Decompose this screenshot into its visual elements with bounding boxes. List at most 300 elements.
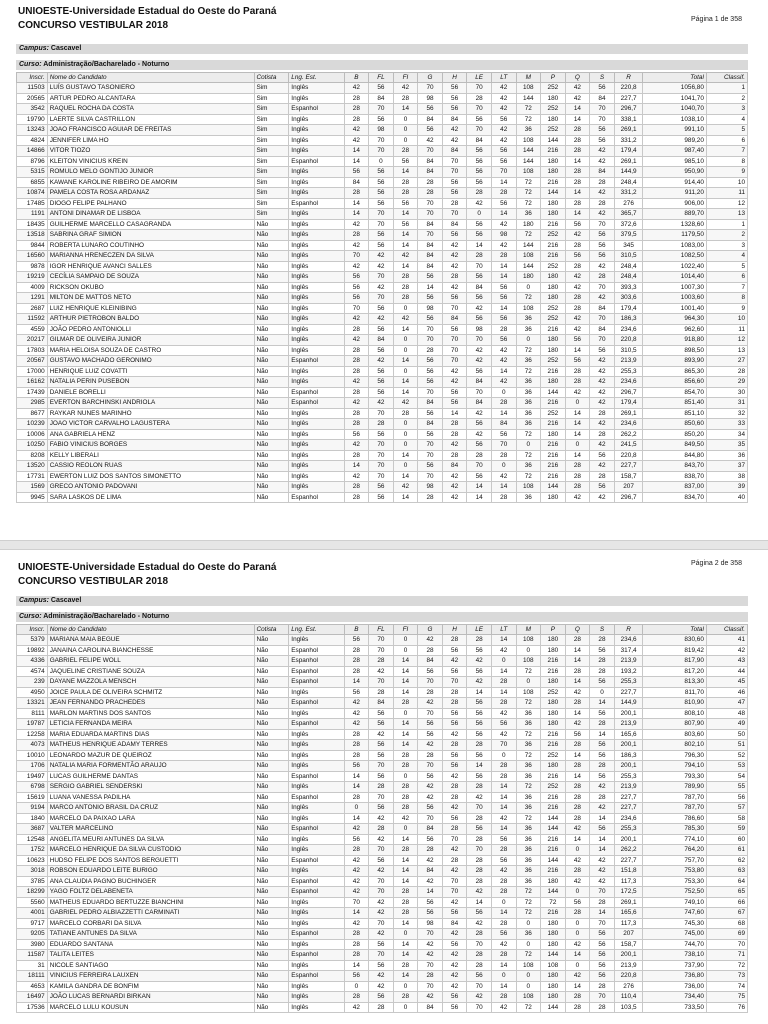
campus-bar (16, 596, 748, 606)
table-cell: 0 (565, 398, 590, 409)
table-cell: MARCO ANTONIO BRASIL DA CRUZ (47, 803, 254, 814)
table-cell: JAQUELINE CRISTIANE SOUZA (47, 666, 254, 677)
table-cell: 16497 (17, 992, 48, 1003)
table-cell: 180 (541, 167, 566, 178)
table-cell: 4336 (17, 656, 48, 667)
table-cell: 70 (706, 939, 747, 950)
table-cell: 12258 (17, 729, 48, 740)
table-cell: 180 (541, 156, 566, 167)
table-cell: 180 (541, 992, 566, 1003)
table-cell: 56 (418, 666, 443, 677)
table-cell: 42 (590, 387, 615, 398)
table-row (17, 377, 748, 388)
table-cell: 42 (344, 335, 369, 346)
table-cell: 28 (393, 908, 418, 919)
table-cell: 56 (442, 992, 467, 1003)
table-cell: 70 (418, 387, 443, 398)
table-cell: 14866 (17, 146, 48, 157)
table-cell: 14 (393, 740, 418, 751)
table-cell: 56 (442, 761, 467, 772)
table-cell: 991,10 (643, 125, 706, 136)
table-cell: 56 (344, 272, 369, 283)
table-cell: 0 (491, 461, 516, 472)
table-cell: DIOGO FELIPE PALHANO (47, 198, 254, 209)
table-cell: 42 (344, 135, 369, 146)
table-cell: 28 (344, 450, 369, 461)
table-cell: 269,1 (614, 408, 643, 419)
table-cell: 10010 (17, 750, 48, 761)
table-cell: 72 (516, 345, 541, 356)
table-cell: 42 (442, 440, 467, 451)
table-cell: Espanhol (289, 950, 344, 961)
table-cell: 28 (467, 834, 492, 845)
table-cell: 56 (491, 855, 516, 866)
table-cell: 14 (442, 408, 467, 419)
table-cell: 42 (491, 377, 516, 388)
table-cell: 220,8 (614, 335, 643, 346)
table-cell: 144 (516, 146, 541, 157)
table-cell: KAWANE KAROLINE RIBEIRO DE AMORIM (47, 177, 254, 188)
table-cell: 28 (565, 1002, 590, 1013)
table-cell: Espanhol (289, 887, 344, 898)
table-cell: 55 (706, 782, 747, 793)
table-cell: 56 (442, 939, 467, 950)
table-row (17, 687, 748, 698)
table-cell: Inglês (289, 135, 344, 146)
table-row (17, 450, 748, 461)
table-row (17, 834, 748, 845)
table-cell: 14 (565, 156, 590, 167)
table-cell: 180 (541, 492, 566, 503)
table-cell: 28 (344, 929, 369, 940)
table-cell: 56 (344, 834, 369, 845)
table-cell: 28 (491, 251, 516, 262)
table-cell: 56 (418, 272, 443, 283)
table-cell: Não (254, 230, 289, 241)
table-row (17, 771, 748, 782)
table-cell: 733,50 (643, 1002, 706, 1013)
table-cell: 1328,60 (643, 219, 706, 230)
table-cell: 84 (418, 866, 443, 877)
table-cell: Sim (254, 83, 289, 94)
column-header: LE (467, 73, 492, 83)
table-cell: 262,2 (614, 845, 643, 856)
table-cell: 17803 (17, 345, 48, 356)
table-cell: 28 (565, 303, 590, 314)
table-cell: 1022,40 (643, 261, 706, 272)
table-row (17, 429, 748, 440)
table-cell: 918,80 (643, 335, 706, 346)
table-cell: 56 (590, 230, 615, 241)
table-cell: Não (254, 866, 289, 877)
table-cell: 56 (467, 440, 492, 451)
table-cell: Não (254, 708, 289, 719)
exam-title: CONCURSO VESTIBULAR 2018 (18, 20, 169, 31)
table-cell: 28 (565, 782, 590, 793)
table-cell: 56 (369, 188, 394, 199)
table-cell: 108 (516, 687, 541, 698)
table-cell: 28 (442, 198, 467, 209)
table-cell: 28 (344, 419, 369, 430)
table-cell: 28 (344, 656, 369, 667)
table-cell: 0 (393, 114, 418, 125)
table-row (17, 803, 748, 814)
table-cell: LUIZ HENRIQUE KLEINIBING (47, 303, 254, 314)
table-cell: Não (254, 219, 289, 230)
table-cell: 56 (418, 366, 443, 377)
table-cell: 42 (344, 377, 369, 388)
table-cell: SARA LASKOS DE LIMA (47, 492, 254, 503)
table-cell: Inglês (289, 251, 344, 262)
table-cell: 0 (393, 645, 418, 656)
table-cell: Não (254, 740, 289, 751)
table-cell: 18435 (17, 219, 48, 230)
table-cell: 4009 (17, 282, 48, 293)
table-cell: 808,10 (643, 708, 706, 719)
table-cell: 28 (418, 845, 443, 856)
table-cell: 56 (369, 387, 394, 398)
table-cell: 28 (442, 429, 467, 440)
table-cell: 989,20 (643, 135, 706, 146)
table-cell: 70 (369, 293, 394, 304)
table-cell: 10874 (17, 188, 48, 199)
table-cell: 42 (491, 471, 516, 482)
table-cell: 216 (541, 471, 566, 482)
table-cell: 56 (467, 219, 492, 230)
table-row (17, 387, 748, 398)
table-cell: 70 (442, 356, 467, 367)
column-header: P (541, 73, 566, 83)
table-cell: 70 (442, 345, 467, 356)
table-cell: 803,60 (643, 729, 706, 740)
table-cell: 98 (491, 230, 516, 241)
table-row (17, 461, 748, 472)
table-cell: 56 (344, 971, 369, 982)
table-cell: 36 (516, 740, 541, 751)
table-cell: 42 (565, 387, 590, 398)
table-cell: 42 (565, 324, 590, 335)
column-header: M (516, 73, 541, 83)
table-cell: 70 (590, 335, 615, 346)
table-cell: Não (254, 303, 289, 314)
column-header: FI (393, 625, 418, 635)
table-cell: Não (254, 240, 289, 251)
table-row (17, 314, 748, 325)
table-cell: 5379 (17, 635, 48, 646)
table-cell: 3980 (17, 939, 48, 950)
table-cell: 0 (344, 981, 369, 992)
table-cell: Não (254, 471, 289, 482)
table-cell: 28 (467, 93, 492, 104)
table-cell: Sim (254, 177, 289, 188)
table-cell: 193,2 (614, 666, 643, 677)
table-cell: 56 (369, 377, 394, 388)
table-row (17, 93, 748, 104)
table-cell: 59 (706, 824, 747, 835)
table-cell: 911,20 (643, 188, 706, 199)
table-cell: 0 (516, 677, 541, 688)
table-cell: 14 (491, 482, 516, 493)
table-cell: 42 (393, 813, 418, 824)
table-cell: 70 (418, 146, 443, 157)
table-cell: 69 (706, 929, 747, 940)
table-cell: 56 (418, 104, 443, 115)
table-cell: 180 (541, 698, 566, 709)
table-cell: 216 (541, 729, 566, 740)
table-cell: 70 (369, 219, 394, 230)
table-cell: 14 (344, 156, 369, 167)
table-cell: 42 (590, 398, 615, 409)
table-cell: 28 (344, 792, 369, 803)
table-cell: 56 (590, 135, 615, 146)
table-cell: Sim (254, 104, 289, 115)
table-cell: 764,20 (643, 845, 706, 856)
table-cell: 28 (369, 419, 394, 430)
table-cell: 4653 (17, 981, 48, 992)
table-cell: 36 (516, 866, 541, 877)
table-cell: 56 (442, 908, 467, 919)
table-cell: 5560 (17, 897, 48, 908)
table-cell: Inglês (289, 960, 344, 971)
table-cell: 110,4 (614, 992, 643, 1003)
table-cell: Inglês (289, 366, 344, 377)
table-cell: 200,1 (614, 834, 643, 845)
table-cell: 56 (565, 356, 590, 367)
table-cell: 4001 (17, 908, 48, 919)
table-cell: Inglês (289, 261, 344, 272)
table-row (17, 929, 748, 940)
table-cell: 0 (393, 1002, 418, 1013)
table-cell: 28 (344, 188, 369, 199)
table-cell: 7 (706, 146, 747, 157)
table-cell: 72 (516, 177, 541, 188)
table-cell: Não (254, 482, 289, 493)
table-cell: 180 (541, 293, 566, 304)
table-cell: 216 (541, 324, 566, 335)
table-cell: Não (254, 387, 289, 398)
table-cell: Não (254, 345, 289, 356)
table-cell: 14 (393, 971, 418, 982)
table-cell: 70 (369, 461, 394, 472)
table-cell: 42 (442, 135, 467, 146)
table-cell: 36 (516, 929, 541, 940)
table-row (17, 177, 748, 188)
table-cell: 70 (467, 1002, 492, 1013)
table-cell: 70 (467, 387, 492, 398)
table-cell: 42 (442, 377, 467, 388)
table-cell: ROBERTA LUNARO COUTINHO (47, 240, 254, 251)
table-cell: 42 (369, 729, 394, 740)
table-cell: Não (254, 293, 289, 304)
table-cell: 70 (467, 845, 492, 856)
table-cell: 14 (565, 834, 590, 845)
table-cell: 14 (590, 834, 615, 845)
table-cell: 84 (418, 167, 443, 178)
table-cell: Espanhol (289, 824, 344, 835)
table-cell: Não (254, 981, 289, 992)
table-cell: 108 (516, 960, 541, 971)
table-cell: 56 (590, 125, 615, 136)
table-cell: 42 (369, 314, 394, 325)
table-cell: Inglês (289, 240, 344, 251)
table-cell: Não (254, 803, 289, 814)
table-cell: MILTON DE MATTOS NETO (47, 293, 254, 304)
table-cell: 56 (467, 729, 492, 740)
table-cell: 70 (442, 167, 467, 178)
table-cell: 13243 (17, 125, 48, 136)
table-cell: 56 (590, 971, 615, 982)
table-cell: 14 (491, 824, 516, 835)
table-cell: 42 (344, 866, 369, 877)
table-cell: Inglês (289, 230, 344, 241)
table-cell: 3 (706, 240, 747, 251)
table-cell: 28 (590, 666, 615, 677)
table-cell: 180 (541, 209, 566, 220)
table-cell: 1040,70 (643, 104, 706, 115)
table-cell: 42 (491, 729, 516, 740)
table-row (17, 866, 748, 877)
table-cell: Espanhol (289, 356, 344, 367)
table-cell: 56 (418, 729, 443, 740)
table-cell: 17536 (17, 1002, 48, 1013)
table-cell: 255,3 (614, 677, 643, 688)
table-cell: 56 (491, 834, 516, 845)
column-header: G (418, 73, 443, 83)
table-cell: Não (254, 261, 289, 272)
table-cell: 84 (418, 1002, 443, 1013)
table-cell: 252 (541, 314, 566, 325)
table-cell: 144 (541, 855, 566, 866)
table-cell: Não (254, 897, 289, 908)
table-cell: 14 (590, 698, 615, 709)
table-cell: 28 (369, 1002, 394, 1013)
table-row (17, 345, 748, 356)
table-cell: 843,70 (643, 461, 706, 472)
table-cell: 0 (393, 366, 418, 377)
table-cell: 14 (467, 687, 492, 698)
table-cell: 0 (467, 209, 492, 220)
table-row (17, 960, 748, 971)
table-cell: 84 (418, 398, 443, 409)
table-cell: 296,7 (614, 492, 643, 503)
table-row (17, 950, 748, 961)
table-cell: 165,6 (614, 729, 643, 740)
table-cell: 180 (541, 93, 566, 104)
table-cell: 70 (467, 461, 492, 472)
table-row (17, 272, 748, 283)
table-cell: Espanhol (289, 855, 344, 866)
table-cell: 14 (393, 834, 418, 845)
table-cell: Sim (254, 198, 289, 209)
table-cell: GRECO ANTONIO PADOVANI (47, 482, 254, 493)
table-cell: 72 (516, 114, 541, 125)
column-header: R (614, 625, 643, 635)
table-cell: 234,6 (614, 377, 643, 388)
table-cell: 0 (393, 303, 418, 314)
table-cell: 144,9 (614, 698, 643, 709)
table-cell: 1014,40 (643, 272, 706, 283)
table-cell: 56 (467, 419, 492, 430)
table-cell: 56 (590, 771, 615, 782)
table-cell: 14 (590, 729, 615, 740)
table-cell: 13 (706, 209, 747, 220)
table-cell: 72 (516, 1002, 541, 1013)
table-cell: 56 (369, 492, 394, 503)
table-cell: 70 (418, 929, 443, 940)
table-cell: 56 (369, 177, 394, 188)
table-cell: 216 (541, 240, 566, 251)
table-cell: 46 (706, 687, 747, 698)
table-cell: 56 (418, 908, 443, 919)
table-cell: 28 (393, 761, 418, 772)
table-cell: 0 (491, 656, 516, 667)
table-cell: 28 (565, 377, 590, 388)
table-cell: 42 (442, 656, 467, 667)
table-cell: Não (254, 908, 289, 919)
table-cell: Inglês (289, 813, 344, 824)
table-cell: VALTER MARCELINO (47, 824, 254, 835)
table-cell: 56 (418, 293, 443, 304)
table-cell: MARCELO CORBARI DA SILVA (47, 918, 254, 929)
table-cell: 239 (17, 677, 48, 688)
table-cell: 207 (614, 482, 643, 493)
table-cell: Inglês (289, 782, 344, 793)
table-cell: 98 (467, 324, 492, 335)
table-cell: 14 (393, 855, 418, 866)
table-cell: 70 (590, 104, 615, 115)
table-cell: 28 (565, 908, 590, 919)
table-cell: 14 (491, 908, 516, 919)
table-cell: Espanhol (289, 971, 344, 982)
table-cell: 84 (442, 314, 467, 325)
table-cell: 84 (418, 261, 443, 272)
table-cell: 70 (418, 230, 443, 241)
table-cell: 36 (516, 461, 541, 472)
column-header: Inscr. (17, 625, 48, 635)
table-cell: 42 (491, 356, 516, 367)
table-cell: 28 (565, 803, 590, 814)
table-cell: ARTHUR PIETROBON BALDO (47, 314, 254, 325)
table-cell: 180 (541, 971, 566, 982)
table-row (17, 335, 748, 346)
table-cell: 56 (442, 666, 467, 677)
table-cell: Inglês (289, 729, 344, 740)
table-cell: Não (254, 314, 289, 325)
table-cell: 28 (491, 698, 516, 709)
table-cell: Não (254, 666, 289, 677)
table-cell: Não (254, 450, 289, 461)
table-cell: 28 (565, 761, 590, 772)
table-cell: 0 (393, 125, 418, 136)
table-cell: 19219 (17, 272, 48, 283)
table-cell: 10 (706, 177, 747, 188)
table-cell: 56 (590, 645, 615, 656)
table-cell: 28 (344, 387, 369, 398)
table-cell: Sim (254, 114, 289, 125)
table-cell: 10239 (17, 419, 48, 430)
table-cell: MARIA EDUARDA MARTINS DIAS (47, 729, 254, 740)
table-cell: 269,1 (614, 897, 643, 908)
table-cell: 213,9 (614, 719, 643, 730)
table-cell: 785,30 (643, 824, 706, 835)
table-cell: 56 (369, 429, 394, 440)
table-cell: Inglês (289, 461, 344, 472)
table-cell: 28 (344, 93, 369, 104)
table-cell: 6798 (17, 782, 48, 793)
table-cell: Não (254, 251, 289, 262)
table-cell: 56 (467, 167, 492, 178)
table-cell: 84 (418, 114, 443, 125)
